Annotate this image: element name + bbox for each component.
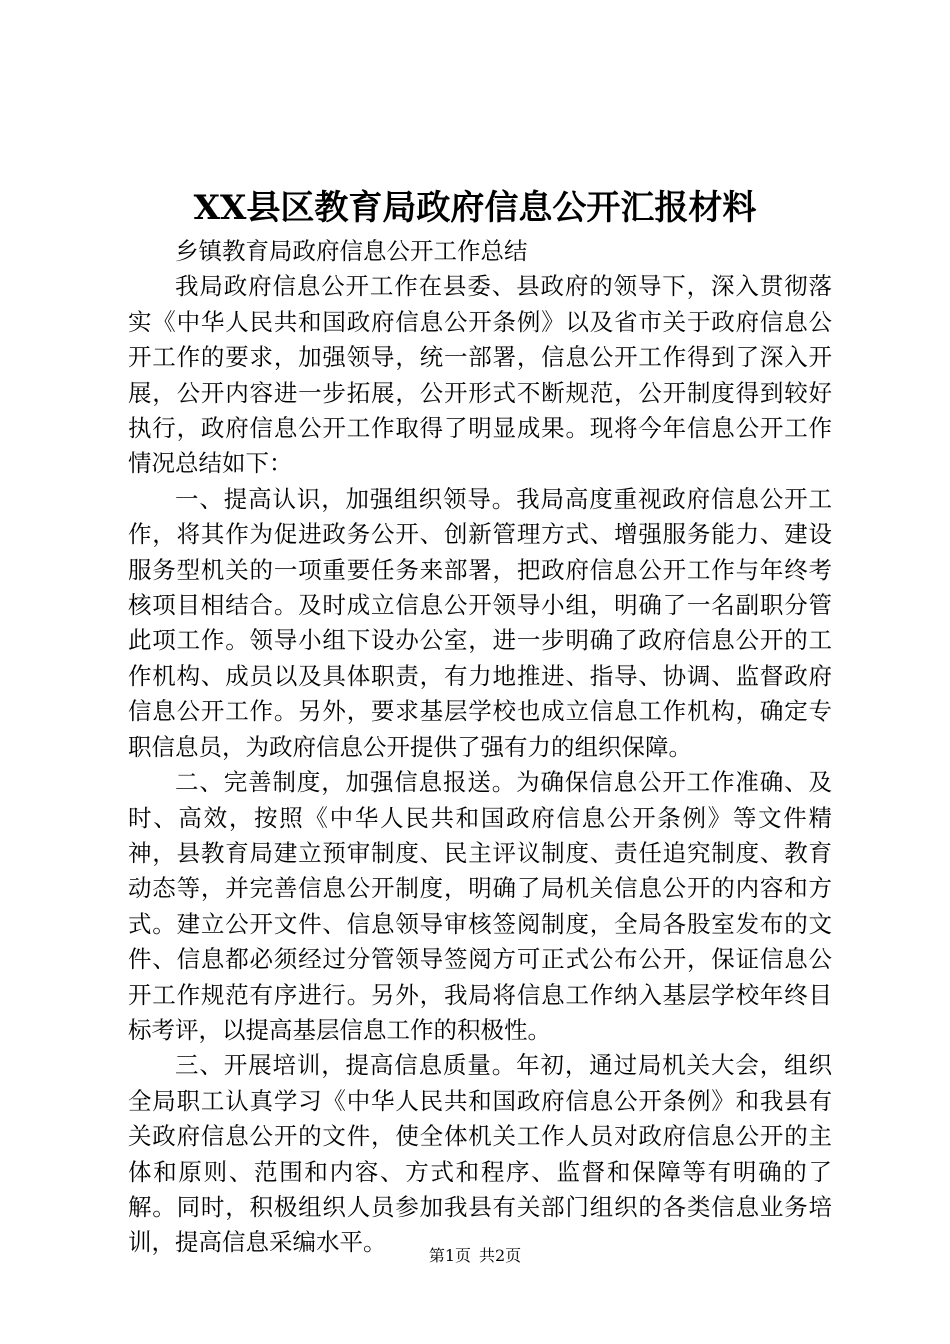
document-body	[128, 234, 832, 1261]
paragraph-section-1: 一、提高认识，加强组织领导。我局高度重视政府信息公开工作，将其作为促进政务公开、创新管理方式、增强服务能力、建设服务型机关的一项重要任务来部署，把政府信息公开工作与年终考核项目相结合。及时成立信息公开领导小组，明确了一名副职分管此项工作。领导小组下设办公室，进一步明确了政府信息公开的工作机构、成员以及具体职责，有力地推进、指导、协调、监督政府信息公开工作。另外，要求基层学校也成立信息工作机构，确定专职信息员，为政府信息公开提供了强有力的组织保障。	[128, 484, 832, 761]
paragraph-intro: 我局政府信息公开工作在县委、县政府的领导下，深入贯彻落实《中华人民共和国政府信息公开条例》以及省市关于政府信息公开工作的要求，加强领导，统一部署，信息公开工作得到了深入开展，公开内容进一步拓展，公开形式不断规范，公开制度得到较好执行，政府信息公开工作取得了明显成果。现将今年信息公开工作情况总结如下：	[128, 272, 832, 478]
paragraph-section-3: 三、开展培训，提高信息质量。年初，通过局机关大会，组织全局职工认真学习《中华人民共和国政府信息公开条例》和我县有关政府信息公开的文件，使全体机关工作人员对政府信息公开的主体和原则、范围和内容、方式和程序、监督和保障等有明确的了解。同时，积极组织人员参加我县有关部门组织的各类信息业务培训，提高信息采编水平。	[128, 1051, 832, 1257]
paragraph-section-2: 二、完善制度，加强信息报送。为确保信息公开工作准确、及时、高效，按照《中华人民共和国政府信息公开条例》等文件精神，县教育局建立预审制度、民主评议制度、责任追究制度、教育动态等，并完善信息公开制度，明确了局机关信息公开的内容和方式。建立公开文件、信息领导审核签阅制度，全局各股室发布的文件、信息都必须经过分管领导签阅方可正式公布公开，保证信息公开工作规范有序进行。另外，我局将信息工作纳入基层学校年终目标考评，以提高基层信息工作的积极性。	[128, 768, 832, 1044]
page-total: 共2页	[479, 1246, 522, 1265]
page-footer	[0, 1244, 950, 1268]
document-subtitle: 乡镇教育局政府信息公开工作总结	[175, 237, 528, 265]
page-title: XX县区教育局政府信息公开汇报材料	[193, 188, 757, 228]
page-number: 第1页	[428, 1246, 471, 1265]
